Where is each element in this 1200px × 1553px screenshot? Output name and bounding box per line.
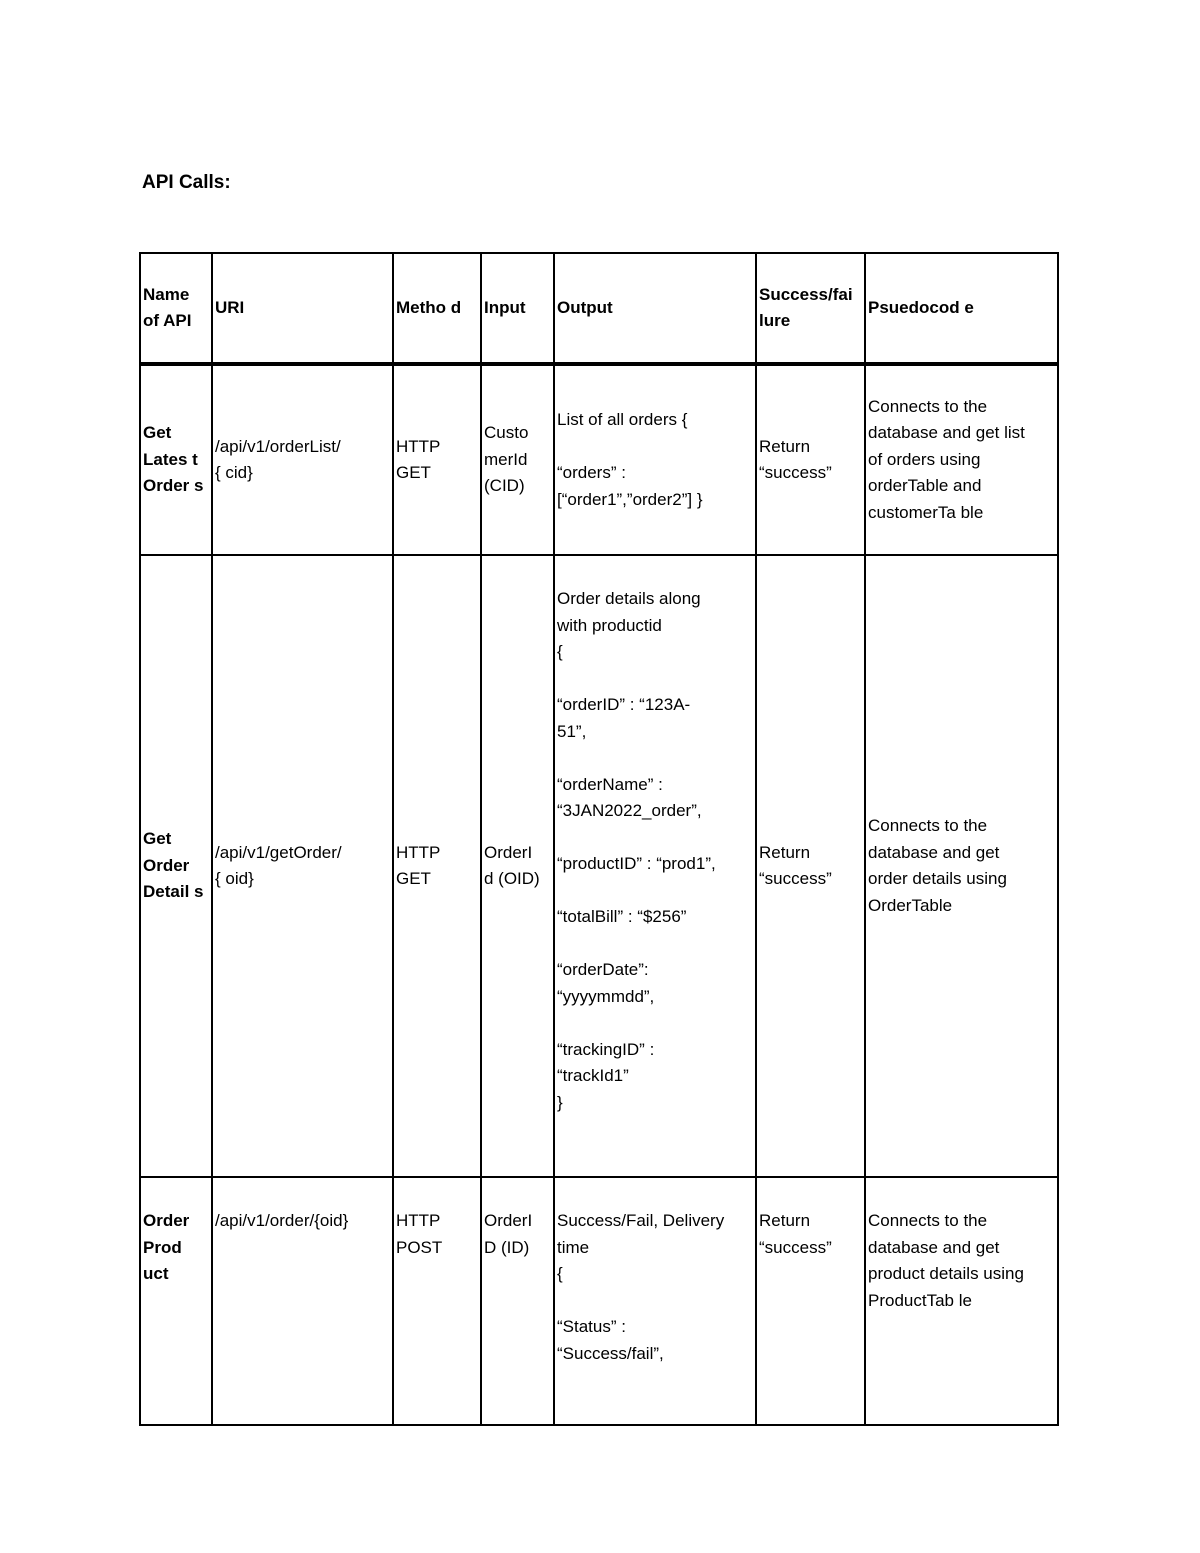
api-name-cell: Get Order Detail s [140,555,212,1177]
table-header-row [140,253,1058,364]
output-cell: Success/Fail, Delivery time { “Status” : “Success/fail”, [554,1177,756,1425]
header-success-failure: Success/fai lure [756,253,865,364]
table-row [140,1177,1058,1425]
pseudocode-cell: Connects to the database and get order details using OrderTable [865,555,1058,1177]
pseudocode-cell: Connects to the database and get product details using ProductTab le [865,1177,1058,1425]
status-cell: Return “success” [756,555,865,1177]
input-cell: OrderI d (OID) [481,555,554,1177]
table-row [140,364,1058,555]
api-name-cell: Order Prod uct [140,1177,212,1425]
method-cell: HTTP POST [393,1177,481,1425]
api-calls-table [139,252,1059,1426]
uri-cell: /api/v1/orderList/ { cid} [212,364,393,555]
header-uri: URI [212,253,393,364]
table-row [140,555,1058,1177]
page-title: API Calls: [142,172,231,193]
header-input: Input [481,253,554,364]
method-cell: HTTP GET [393,555,481,1177]
header-method: Metho d [393,253,481,364]
method-cell: HTTP GET [393,364,481,555]
pseudocode-cell: Connects to the database and get list of orders using orderTable and customerTa ble [865,364,1058,555]
uri-cell: /api/v1/getOrder/ { oid} [212,555,393,1177]
header-output: Output [554,253,756,364]
header-name-of-api: Name of API [140,253,212,364]
input-cell: OrderI D (ID) [481,1177,554,1425]
uri-cell: /api/v1/order/{oid} [212,1177,393,1425]
status-cell: Return “success” [756,1177,865,1425]
output-cell: List of all orders { “orders” : [“order1”,”order2”] } [554,364,756,555]
status-cell: Return “success” [756,364,865,555]
api-name-cell: Get Lates t Order s [140,364,212,555]
output-cell: Order details along with productid { “orderID” : “123A- 51”, “orderName” : “3JAN2022_order”, “productID” : “prod1”, “totalBill” : “$256” “orderDate”: “yyyymmdd”, “trackingID” : “trackId1” } [554,555,756,1177]
header-pseudocode: Psuedocod e [865,253,1058,364]
input-cell: Custo merId (CID) [481,364,554,555]
